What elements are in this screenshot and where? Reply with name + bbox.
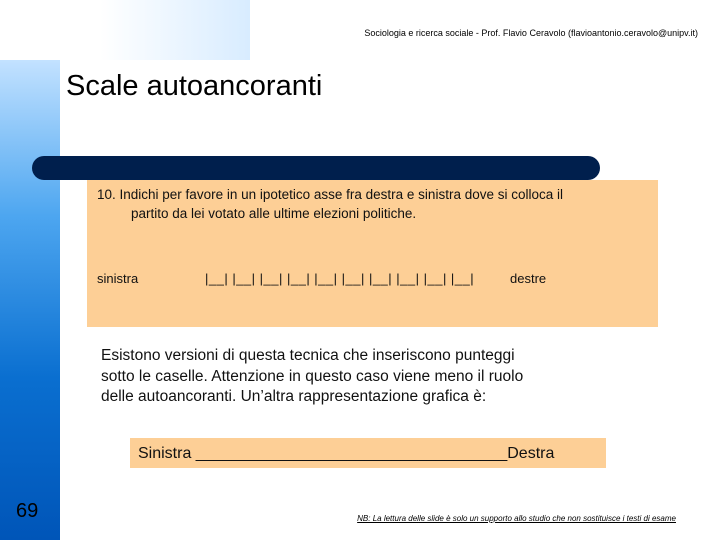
scale-left-label: sinistra xyxy=(97,271,139,286)
page-number: 69 xyxy=(16,500,39,522)
left-gradient-bar xyxy=(0,0,60,540)
course-header: Sociologia e ricerca sociale - Prof. Flavio Ceravolo (flavioantonio.ceravolo@unipv.it) xyxy=(364,28,698,38)
question-box xyxy=(87,180,658,327)
scale-boxes: |__| |__| |__| |__| |__| |__| |__| |__| |__| |__| xyxy=(205,271,475,286)
title-rule xyxy=(32,156,600,180)
body-line-1: Esistono versioni di questa tecnica che inseriscono punteggi xyxy=(101,347,515,364)
alternative-scale-text: Sinistra ___________________________________Destra xyxy=(138,445,555,462)
body-line-3: delle autoancoranti. Un’altra rappresentazione grafica è: xyxy=(101,388,487,405)
question-line-1: 10. Indichi per favore in un ipotetico asse fra destra e sinistra dove si colloca il xyxy=(97,187,563,202)
question-line-2: partito da lei votato alle ultime elezioni politiche. xyxy=(131,206,417,221)
question-text xyxy=(97,185,649,223)
alternative-scale-box xyxy=(130,438,606,468)
slide-title: Scale autoancoranti xyxy=(66,70,323,102)
scale-right-label: destre xyxy=(510,271,547,286)
body-paragraph xyxy=(101,346,621,408)
body-line-2: sotto le caselle. Attenzione in questo caso viene meno il ruolo xyxy=(101,367,524,385)
footer-note: NB: La lettura delle slide è solo un supporto allo studio che non sostituisce i testi di esame xyxy=(357,514,676,523)
top-left-cap xyxy=(0,0,250,60)
